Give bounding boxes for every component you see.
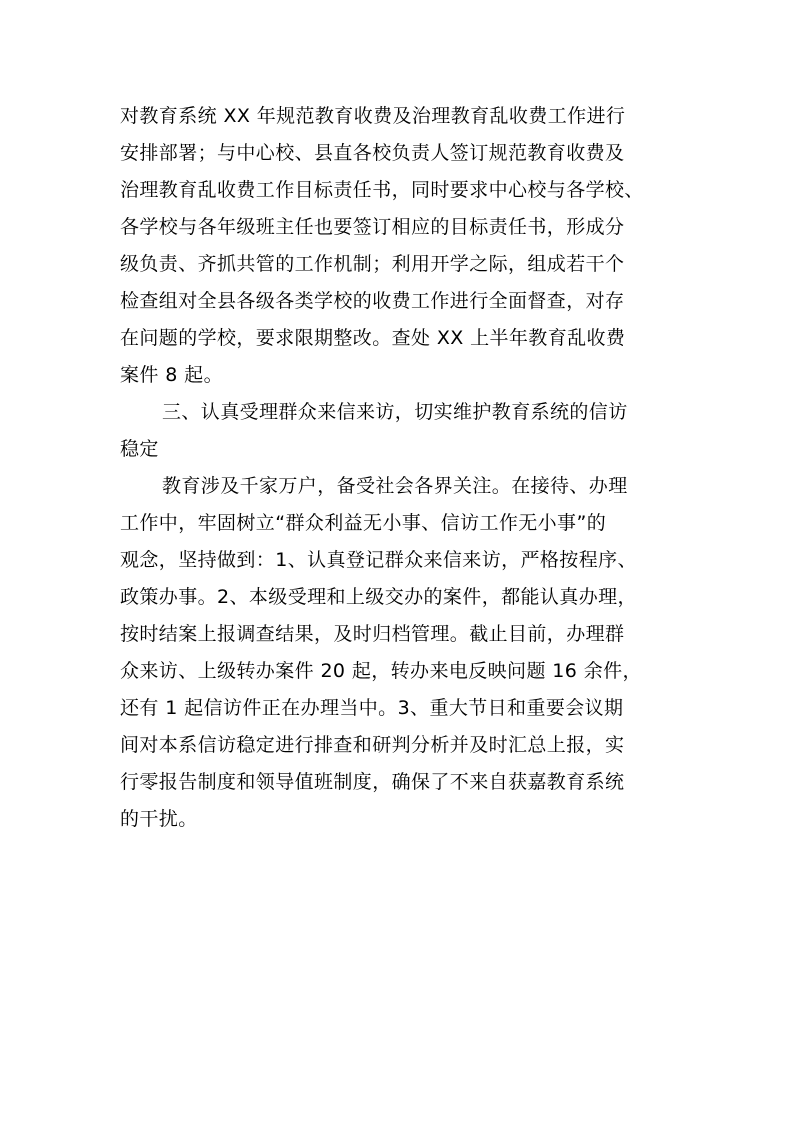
text-line: 治理教育乱收费工作目标责任书，同时要求中心校与各学校、 [120,179,644,201]
text-line: 还有 1 起信访件正在办理当中。3、重大节日和重要会议期 [120,697,624,719]
text-line: 案件 8 起。 [120,364,223,386]
text-line: 工作中，牢固树立“群众利益无小事、信访工作无小事”的 [120,512,607,534]
text-line: 众来访、上级转办案件 20 起，转办来电反映问题 16 余件， [120,660,642,682]
text-line: 按时结案上报调查结果，及时归档管理。截止目前，办理群 [120,623,625,645]
text-line: 级负责、齐抓共管的工作机制；利用开学之际，组成若干个 [120,253,625,275]
section-heading: 三、认真受理群众来信来访，切实维护教育系统的信访 [162,401,628,423]
text-line: 的干扰。 [120,808,198,830]
section-heading-continued: 稳定 [120,438,159,460]
text-line: 教育涉及千家万户，备受社会各界关注。在接待、办理 [162,475,628,497]
text-line: 观念，坚持做到：1、认真登记群众来信来访，严格按程序、 [120,549,637,571]
text-line: 对教育系统 XX 年规范教育收费及治理教育乱收费工作进行 [120,105,626,127]
text-line: 检查组对全县各级各类学校的收费工作进行全面督查，对存 [120,290,625,312]
text-line: 行零报告制度和领导值班制度，确保了不来自获嘉教育系统 [120,771,625,793]
text-line: 安排部署；与中心校、县直各校负责人签订规范教育收费及 [120,142,625,164]
text-line: 间对本系信访稳定进行排查和研判分析并及时汇总上报，实 [120,734,625,756]
text-line: 在问题的学校，要求限期整改。查处 XX 上半年教育乱收费 [120,327,626,349]
text-line: 各学校与各年级班主任也要签订相应的目标责任书，形成分 [120,216,625,238]
text-line: 政策办事。2、本级受理和上级交办的案件，都能认真办理， [120,586,637,608]
